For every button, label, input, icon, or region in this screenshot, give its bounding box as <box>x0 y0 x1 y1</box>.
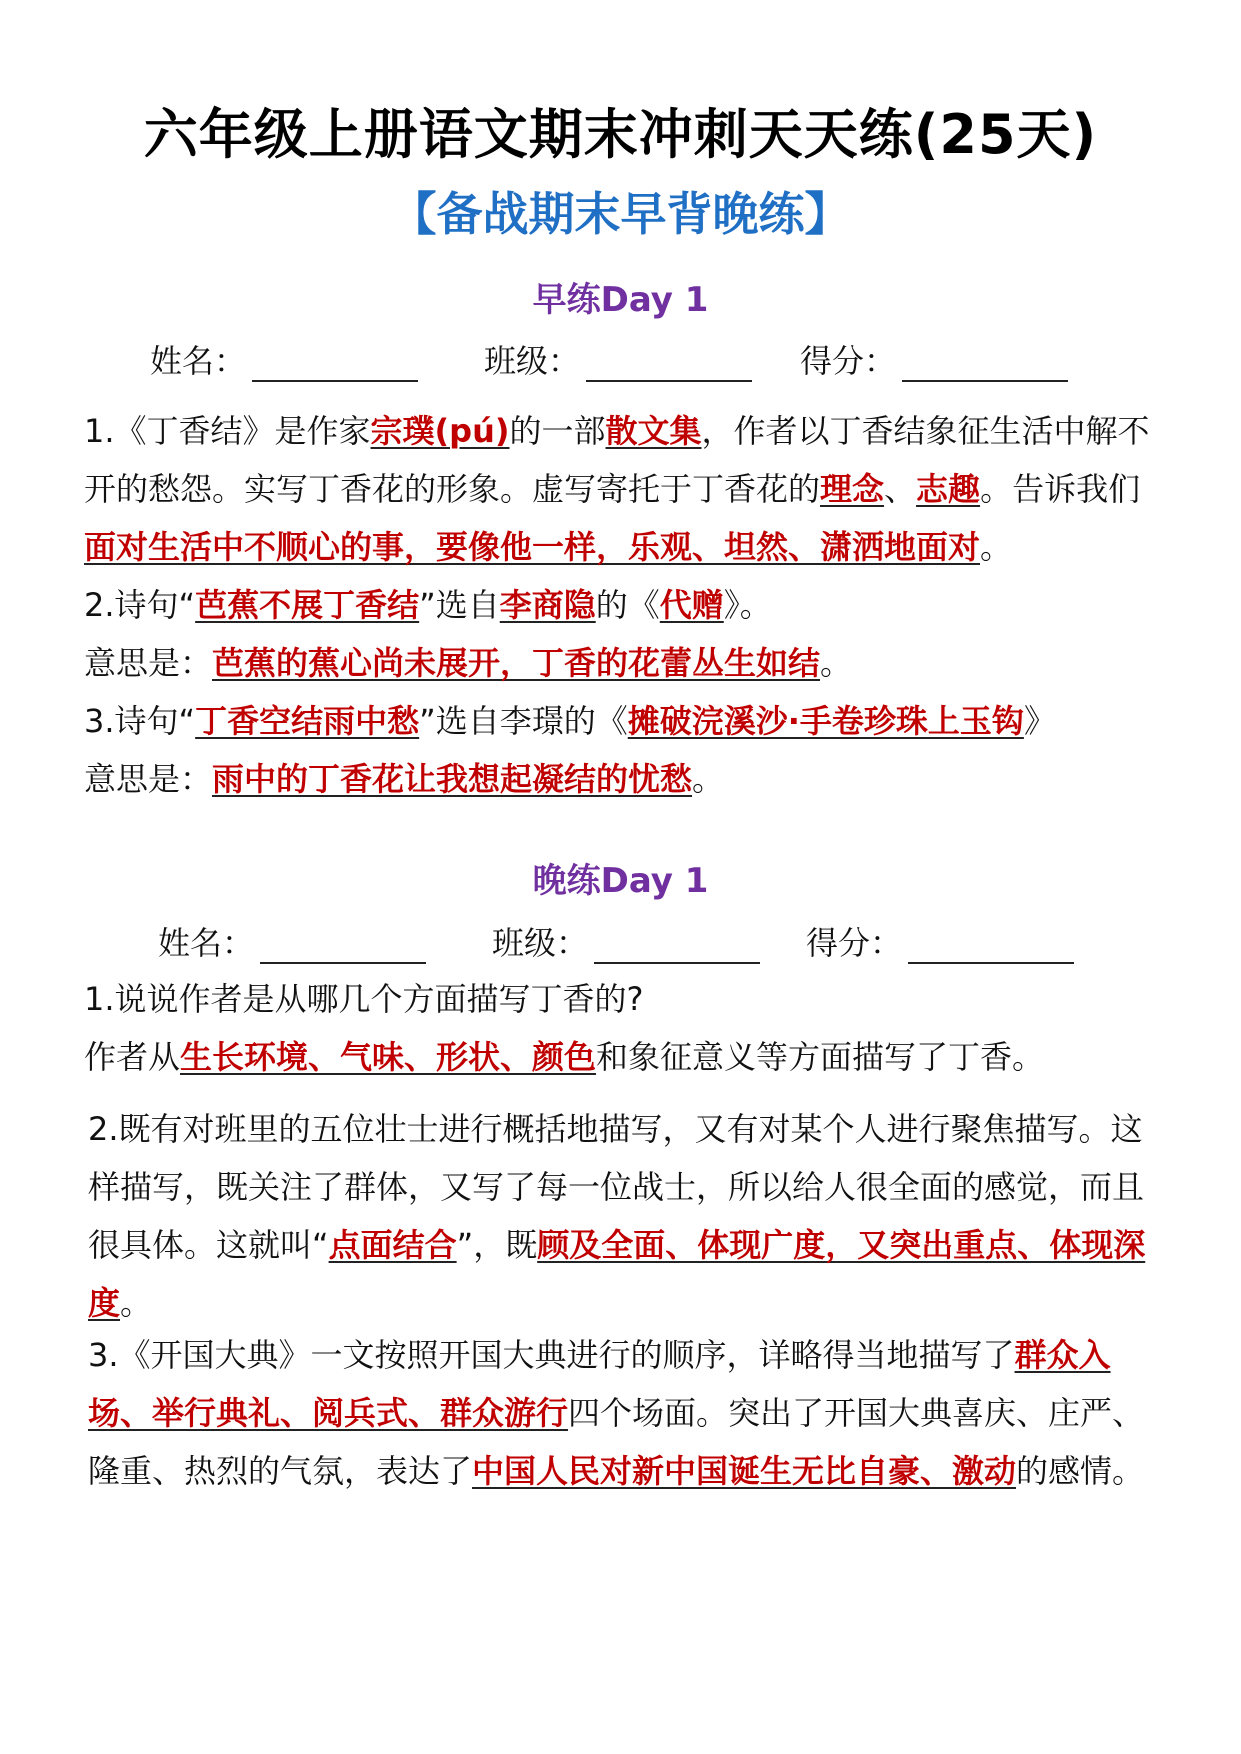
q-text: 》。 <box>723 586 772 624</box>
q-text: 、 <box>884 470 917 508</box>
q-text: 。 <box>120 1284 153 1322</box>
evening-info-row <box>0 918 1241 964</box>
evening-question-3 <box>88 1326 1166 1500</box>
q-line <box>84 634 1164 692</box>
morning-info-row <box>0 336 1241 382</box>
q-text: ”选自 <box>419 586 500 624</box>
class-label: 班级： <box>484 342 581 380</box>
answer: 宗璞(pú) <box>370 412 510 450</box>
answer: 摊破浣溪沙·手卷珍珠上玉钩 <box>627 702 1024 740</box>
q-text: 1.《丁香结》是作家 <box>84 412 371 450</box>
answer: 点面结合 <box>328 1226 457 1264</box>
answer: 李商隐 <box>499 586 596 624</box>
q-text: 3.诗句“ <box>84 702 196 740</box>
answer: 代赠 <box>659 586 724 624</box>
answer: 雨中的丁香花让我想起凝结的忧愁 <box>212 760 693 798</box>
score-label: 得分： <box>800 342 897 380</box>
score-blank[interactable] <box>908 928 1074 964</box>
answer: 芭蕉的蕉心尚未展开，丁香的花蕾丛生如结 <box>212 644 821 682</box>
answer: 丁香空结雨中愁 <box>195 702 420 740</box>
answer: 群众入场、举行典礼、阅兵式、群众游行 <box>88 1336 1111 1432</box>
morning-score-field <box>800 336 1068 382</box>
q-text: 3.《开国大典》一文按照开国大典进行的顺序，详略得当地描写了 <box>88 1336 1015 1374</box>
answer: 中国人民对新中国诞生无比自豪、激动 <box>472 1452 1017 1490</box>
answer: 芭蕉不展丁香结 <box>195 586 420 624</box>
answer: 散文集 <box>605 412 702 450</box>
evening-score-field <box>806 918 1074 964</box>
q-text: 2.诗句“ <box>84 586 196 624</box>
evening-question-2 <box>88 1100 1166 1332</box>
score-blank[interactable] <box>902 346 1068 382</box>
answer: 面对生活中不顺心的事，要像他一样，乐观、坦然、潇洒地面对 <box>84 528 981 566</box>
evening-name-field <box>158 918 426 964</box>
answer: 理念 <box>820 470 885 508</box>
name-label: 姓名： <box>150 342 247 380</box>
page-title: 六年级上册语文期末冲刺天天练(25天) <box>143 103 1098 166</box>
q-text: 2.既有对班里的五位壮士进行概括地描写，又有对某个人进行聚焦描写。这样描写，既关注了群体，又写了每一位战士，所以给人很全面的感觉，而且很具体。这就叫“ <box>88 1110 1145 1264</box>
name-label: 姓名： <box>158 924 255 962</box>
score-label: 得分： <box>806 924 903 962</box>
q-text: 意思是： <box>84 644 213 682</box>
q-text: 四个场面。突出了开国大典喜庆、庄严、隆重、热烈的气氛，表达了 <box>88 1394 1145 1490</box>
evening-class-field <box>492 918 760 964</box>
q-text: 作者从 <box>84 1038 181 1076</box>
evening-heading: 晚练Day 1 <box>532 861 709 901</box>
morning-question-1 <box>84 402 1164 576</box>
morning-question-3 <box>84 692 1164 808</box>
q-line <box>84 576 1164 634</box>
morning-name-field <box>150 336 418 382</box>
morning-class-field <box>484 336 752 382</box>
q-line <box>84 692 1164 750</box>
q-text: 。告诉我们 <box>980 470 1141 508</box>
name-blank[interactable] <box>252 346 418 382</box>
q-line: 1.说说作者是从哪几个方面描写丁香的? <box>84 980 644 1018</box>
q-line <box>84 750 1164 808</box>
q-text: 的一部 <box>509 412 606 450</box>
morning-heading: 早练Day 1 <box>532 280 709 320</box>
q-text: 意思是： <box>84 760 213 798</box>
q-text: 的感情。 <box>1016 1452 1145 1490</box>
page-subtitle: 【备战期末早背晚练】 <box>390 187 851 241</box>
class-label: 班级： <box>492 924 589 962</box>
q-text: ”，既 <box>456 1226 538 1264</box>
q-text: 。 <box>980 528 1013 566</box>
answer: 顾及全面、体现广度，又突出重点、体现深度 <box>88 1226 1146 1322</box>
morning-question-2 <box>84 576 1164 692</box>
q-text: 。 <box>692 760 725 798</box>
class-blank[interactable] <box>586 346 752 382</box>
q-text: ，作者以丁香结象征生活中解不开的愁怨。实写丁香花的形象。虚写寄托于丁香花的 <box>84 412 1150 508</box>
q-line <box>84 1028 1164 1086</box>
answer: 生长环境、气味、形状、颜色 <box>180 1038 597 1076</box>
q-text: 的《 <box>595 586 660 624</box>
name-blank[interactable] <box>260 928 426 964</box>
q-text: ”选自李璟的《 <box>419 702 628 740</box>
q-text: 和象征意义等方面描写了丁香。 <box>596 1038 1045 1076</box>
answer: 志趣 <box>916 470 981 508</box>
evening-question-1 <box>84 970 1164 1086</box>
class-blank[interactable] <box>594 928 760 964</box>
q-text: 。 <box>820 644 853 682</box>
q-text: 》 <box>1023 702 1056 740</box>
